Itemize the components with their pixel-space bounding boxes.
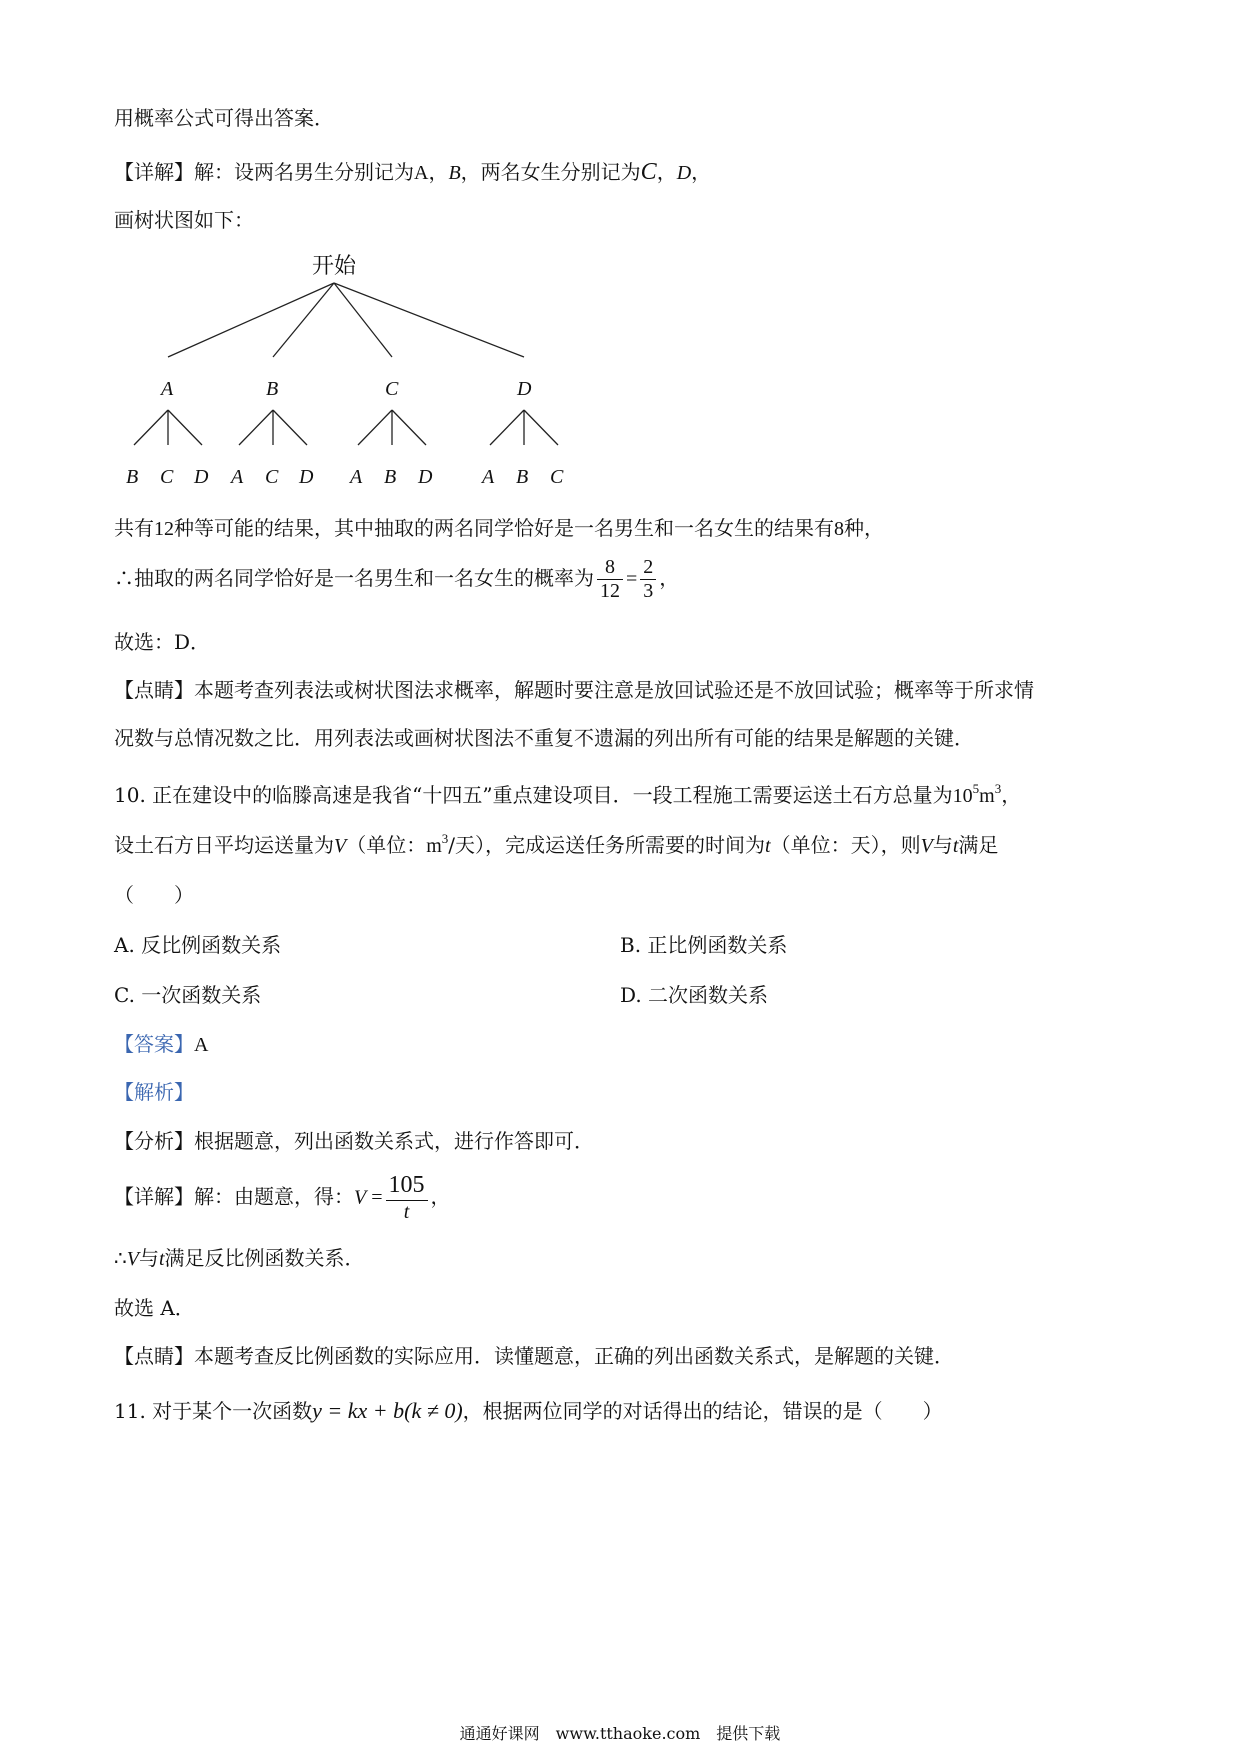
tree-edge: [273, 410, 307, 445]
text-line: 画树状图如下：: [114, 208, 254, 232]
tree-edge: [239, 410, 273, 445]
tree-leaf-label: C: [265, 466, 279, 488]
question-11: 11. 对于某个一次函数y = kx + b(k ≠ 0)，根据两位同学的对话得出的结论，错误的是（ ）: [114, 1398, 943, 1423]
option-d: D. 二次函数关系: [620, 983, 769, 1007]
tree-leaf-label: B: [516, 466, 529, 488]
tree-leaf-label: B: [384, 466, 397, 488]
question-10: 10. 正在建设中的临滕高速是我省“十四五”重点建设项目．一段工程施工需要运送土石方总量为$10^5m^3$，: [114, 781, 1022, 807]
analysis-tag: 【解析】: [114, 1080, 194, 1104]
tree-edge: [168, 283, 334, 357]
text-line: ∴V与t满足反比例函数关系．: [114, 1246, 365, 1270]
tree-leaf-label: A: [482, 466, 495, 488]
text-line: 设土石方日平均运送量为V（单位：$m^3/$天），完成运送任务所需要的时间为t（单位：天），则V与t满足: [114, 831, 999, 857]
text-line: 故选 A．: [114, 1296, 195, 1320]
answer-line: 【答案】A: [114, 1032, 209, 1056]
tree-edge: [490, 410, 524, 445]
fraction: $\frac{105}{t}$: [386, 1172, 428, 1224]
text-line: 况数与总情况数之比．用列表法或画树状图法不重复不遗漏的列出所有可能的结果是解题的关键．: [114, 726, 974, 750]
text-line: 共有12种等可能的结果，其中抽取的两名同学恰好是一名男生和一名女生的结果有8种，: [114, 516, 884, 540]
footer-watermark: 通通好课网 www.tthaoke.com 提供下载: [459, 1724, 781, 1743]
detail-line: 【详解】解：由题意，得：V = $\frac{105}{t}$ ，: [114, 1172, 451, 1223]
tree-branch-label: C: [385, 378, 399, 400]
analyze-line: 【分析】根据题意，列出函数关系式，进行作答即可．: [114, 1129, 594, 1153]
fraction: $\frac{8}{12}$: [597, 556, 623, 603]
tree-leaf-label: A: [350, 466, 363, 488]
option-a: A. 反比例函数关系: [114, 933, 282, 957]
point-line: 【点睛】本题考查列表法或树状图法求概率，解题时要注意是放回试验还是不放回试验；概率等于所求情: [114, 678, 1034, 702]
tree-branch-label: A: [161, 378, 174, 400]
tree-branch-label: D: [517, 378, 532, 400]
tree-leaf-label: C: [550, 466, 564, 488]
tree-branch-label: B: [266, 378, 279, 400]
option-b: B. 正比例函数关系: [620, 933, 788, 957]
text-line: （ ）: [114, 883, 194, 907]
tree-leaf-label: C: [160, 466, 174, 488]
tree-edge: [134, 410, 168, 445]
fraction: $\frac{2}{3}$: [640, 556, 656, 603]
tree-edge: [168, 410, 202, 445]
tree-leaf-label: D: [418, 466, 433, 488]
point-tag: 【点睛】: [114, 678, 194, 702]
tree-leaf-label: D: [194, 466, 209, 488]
tree-leaf-label: B: [126, 466, 139, 488]
detail-line: 【详解】解：设两名男生分别记为A，B，两名女生分别记为C，D，: [114, 159, 712, 185]
tree-edge: [358, 410, 392, 445]
tree-diagram: [110, 245, 570, 495]
tree-edge: [524, 410, 558, 445]
tree-edge: [392, 410, 426, 445]
tree-edge: [273, 283, 334, 357]
tree-leaf-label: A: [231, 466, 244, 488]
point-line: 【点睛】本题考查反比例函数的实际应用．读懂题意，正确的列出函数关系式，是解题的关键．: [114, 1344, 954, 1368]
text-line: 用概率公式可得出答案．: [114, 106, 334, 130]
tree-root-label: 开始: [312, 254, 357, 279]
text-line: 故选：D．: [114, 630, 211, 654]
option-c: C. 一次函数关系: [114, 983, 262, 1007]
text-line: ∴抽取的两名同学恰好是一名男生和一名女生的概率为 $\frac{8}{12}$ = $\frac{2}{3}$ ，: [114, 556, 680, 602]
tree-leaf-label: D: [299, 466, 314, 488]
detail-tag: 【详解】: [114, 160, 194, 184]
